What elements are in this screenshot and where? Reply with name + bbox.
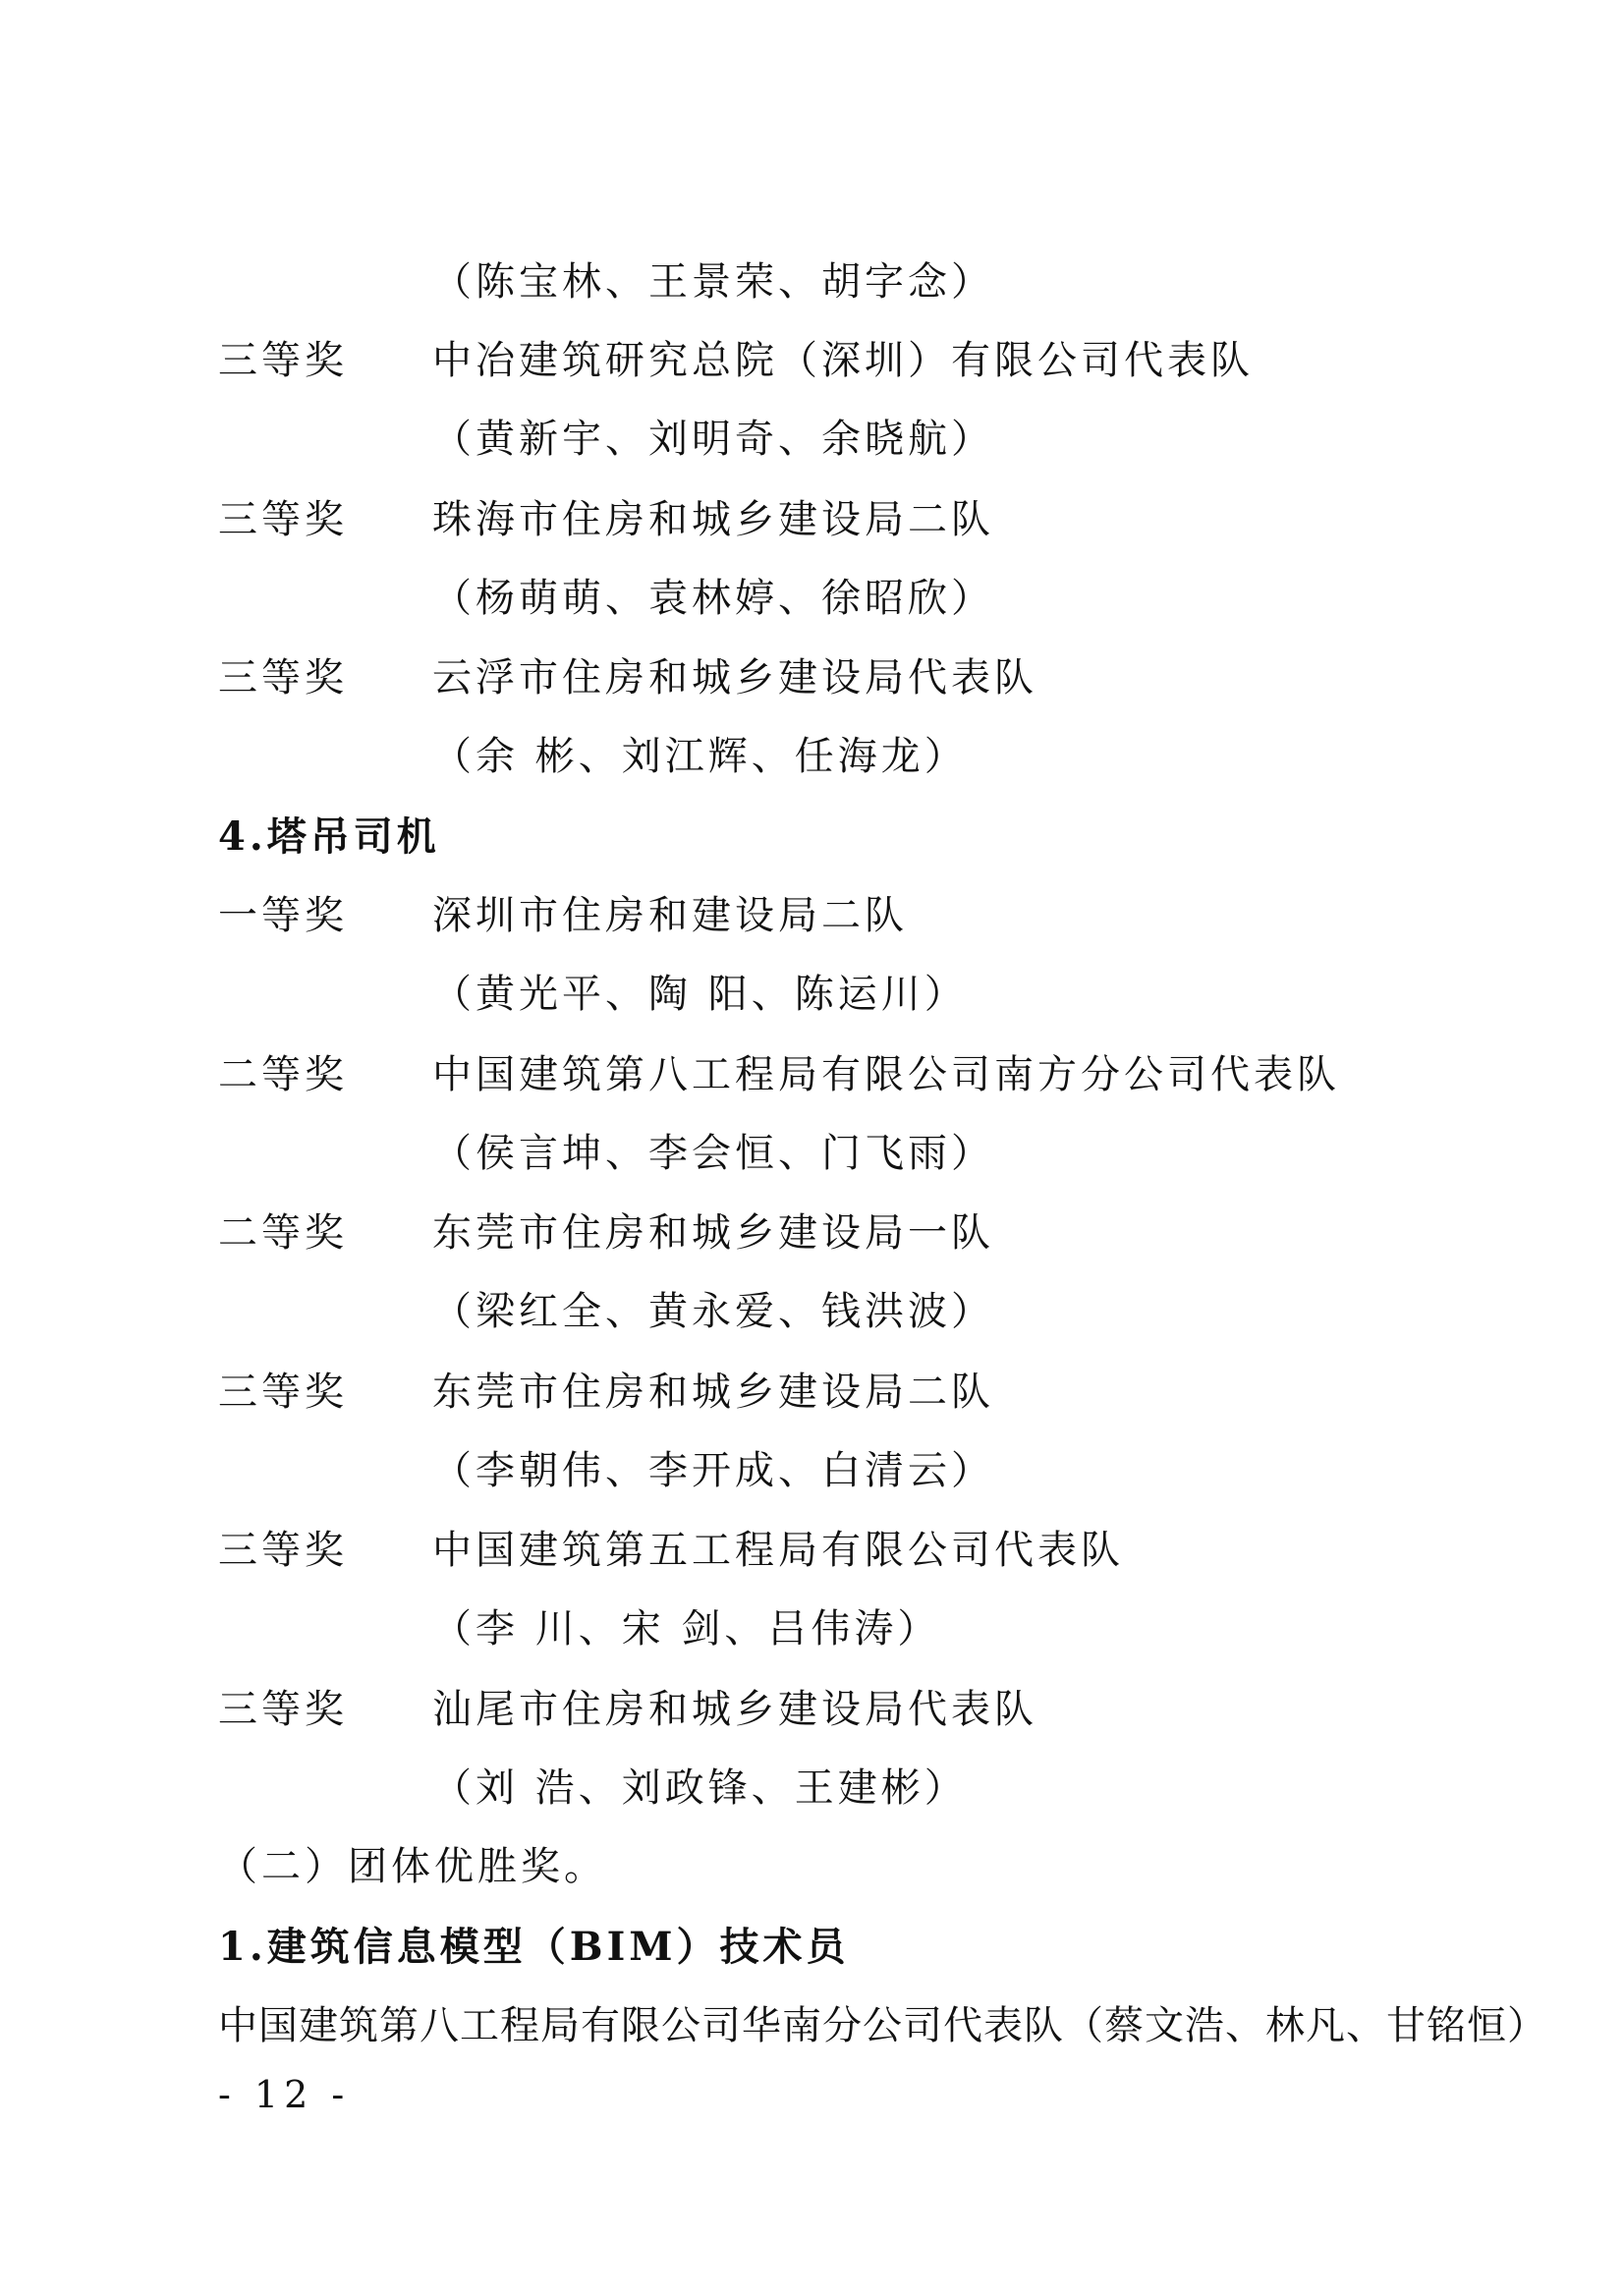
team-members: （李 川、宋 剑、吕伟涛） [432,1606,941,1651]
team-members: （梁红全、黄永爱、钱洪波） [432,1289,994,1334]
team-members: （侯言坤、李会恒、门飞雨） [432,1131,994,1176]
team-name: 东莞市住房和城乡建设局二队 [432,1370,994,1415]
team-entry: 中国建筑第八工程局有限公司华南分公司代表队（蔡文浩、林凡、甘铭恒） [218,2003,1547,2048]
team-name: 云浮市住房和城乡建设局代表队 [432,655,1037,700]
team-name: 东莞市住房和城乡建设局一队 [432,1210,994,1256]
award-rank: 三等奖 [218,338,348,383]
team-members: （黄新宇、刘明奇、余晓航） [432,417,994,462]
team-members: （李朝伟、李开成、白清云） [432,1448,994,1493]
team-name: 中国建筑第五工程局有限公司代表队 [432,1528,1124,1573]
team-members: （余 彬、刘江辉、任海龙） [432,734,968,779]
award-rank: 三等奖 [218,1370,348,1415]
award-rank: 三等奖 [218,655,348,700]
team-name: 深圳市住房和建设局二队 [432,893,908,938]
team-name: 中国建筑第八工程局有限公司南方分公司代表队 [432,1052,1340,1097]
award-rank: 二等奖 [218,1052,348,1097]
team-name: 珠海市住房和城乡建设局二队 [432,497,994,542]
team-members: （黄光平、陶 阳、陈运川） [432,972,968,1017]
award-rank: 二等奖 [218,1210,348,1256]
award-rank: 三等奖 [218,497,348,542]
award-rank: 一等奖 [218,893,348,938]
team-members: （杨萌萌、袁林婷、徐昭欣） [432,576,994,621]
team-name: 中冶建筑研究总院（深圳）有限公司代表队 [432,338,1254,383]
category-heading: 4.塔吊司机 [218,813,440,860]
team-members: （刘 浩、刘政锋、王建彬） [432,1765,968,1811]
award-rank: 三等奖 [218,1528,348,1573]
team-members: （陈宝林、王景荣、胡字念） [432,259,994,305]
award-rank: 三等奖 [218,1687,348,1732]
page-number: - 12 - [218,2073,351,2116]
section-heading: （二）团体优胜奖。 [218,1844,607,1889]
category-heading: 1.建筑信息模型（BIM）技术员 [218,1924,850,1970]
team-name: 汕尾市住房和城乡建设局代表队 [432,1687,1037,1732]
